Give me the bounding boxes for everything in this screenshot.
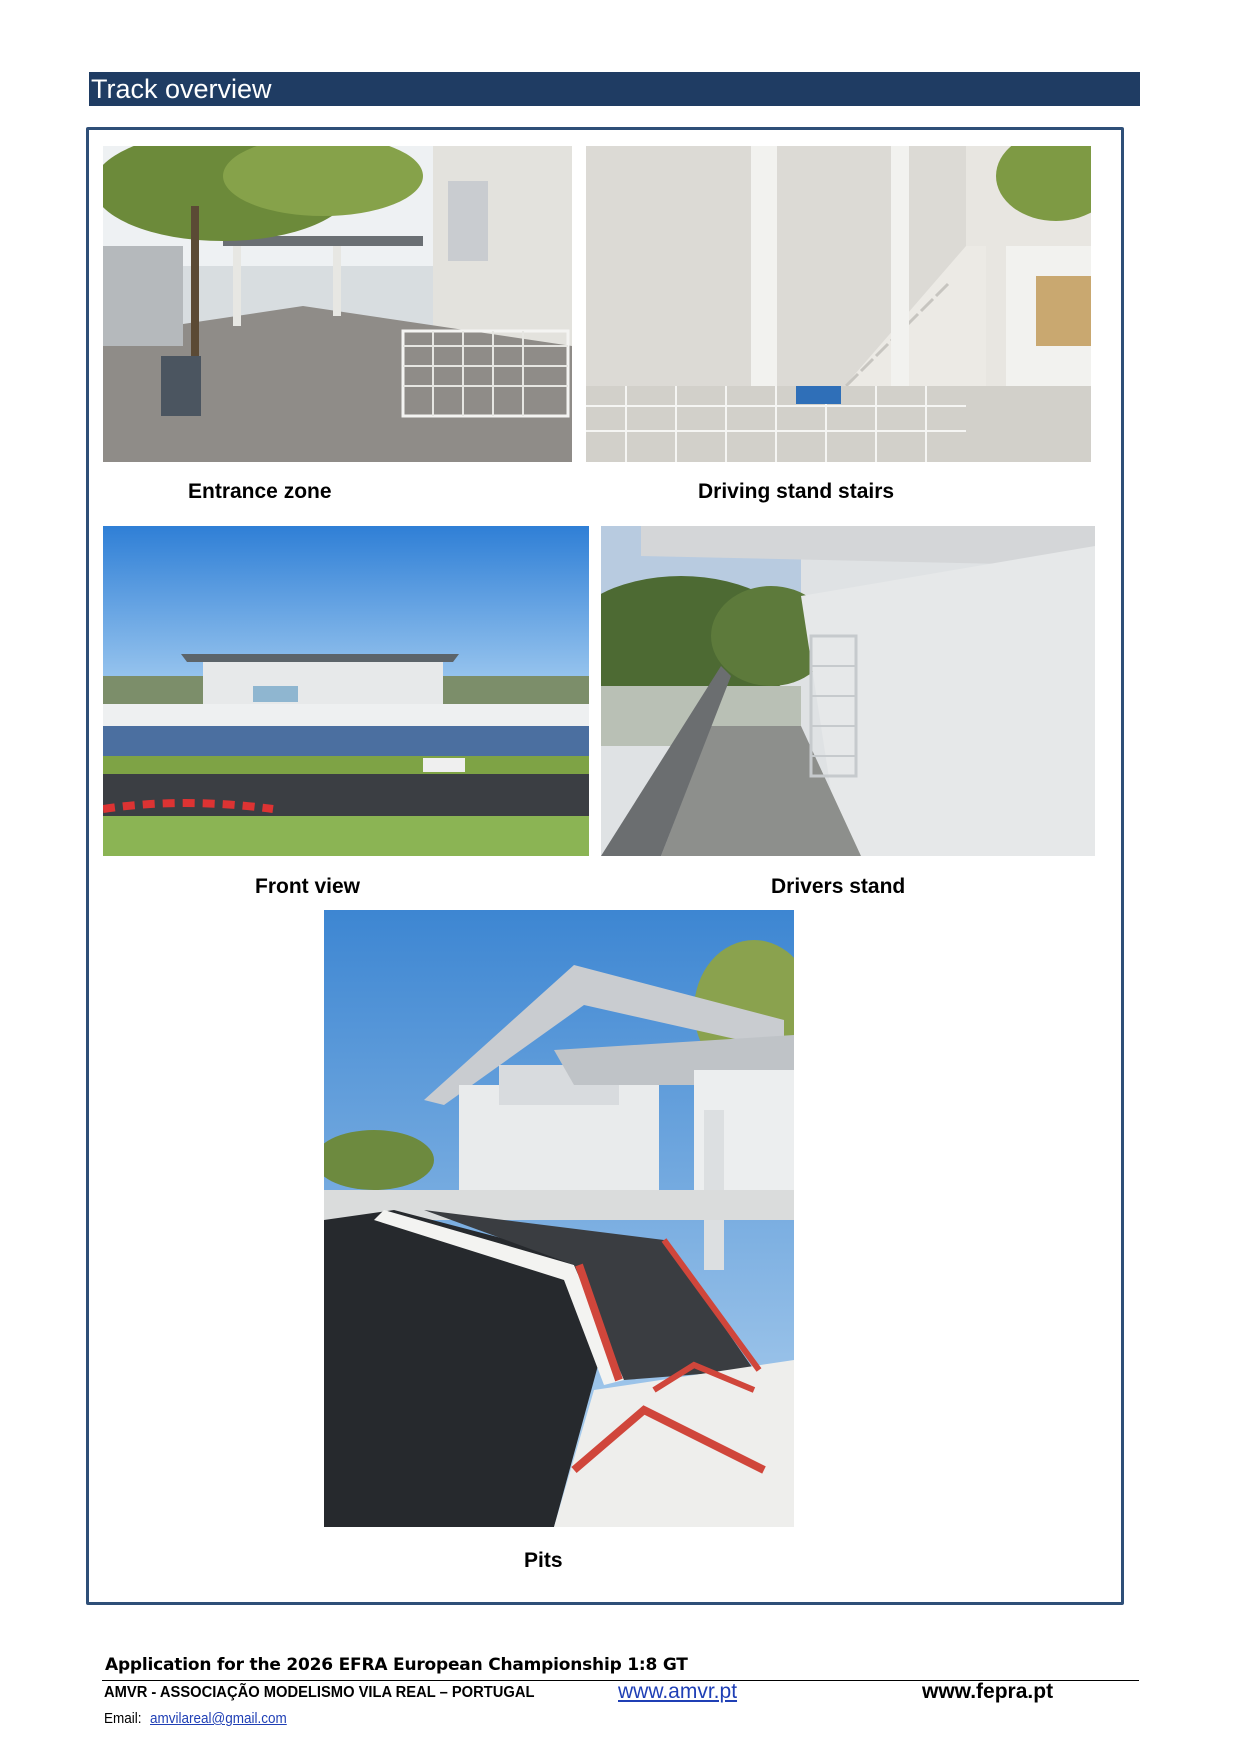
photo-entrance-zone (103, 146, 572, 462)
photo-driving-stand-stairs (586, 146, 1091, 462)
footer-federation-site: www.fepra.pt (922, 1680, 1054, 1703)
caption-entrance-zone: Entrance zone (188, 480, 332, 503)
caption-driving-stand-stairs: Driving stand stairs (698, 480, 895, 503)
caption-drivers-stand: Drivers stand (771, 875, 906, 898)
photo-drivers-stand (601, 526, 1095, 856)
footer-email-link[interactable]: amvilareal@gmail.com (150, 1710, 287, 1727)
footer-website-link[interactable]: www.amvr.pt (618, 1680, 738, 1703)
photo-pits (324, 910, 794, 1527)
footer-email-label: Email: (104, 1710, 142, 1727)
caption-front-view: Front view (255, 875, 361, 898)
section-header (89, 72, 1140, 106)
caption-pits: Pits (524, 1549, 563, 1572)
footer-organization: AMVR - ASSOCIAÇÃO MODELISMO VILA REAL – PORTUGAL (104, 1684, 535, 1701)
section-title: Track overview (91, 74, 272, 104)
footer-application-title: Application for the 2026 EFRA European Championship 1:8 GT (105, 1655, 688, 1675)
photo-front-view (103, 526, 589, 856)
